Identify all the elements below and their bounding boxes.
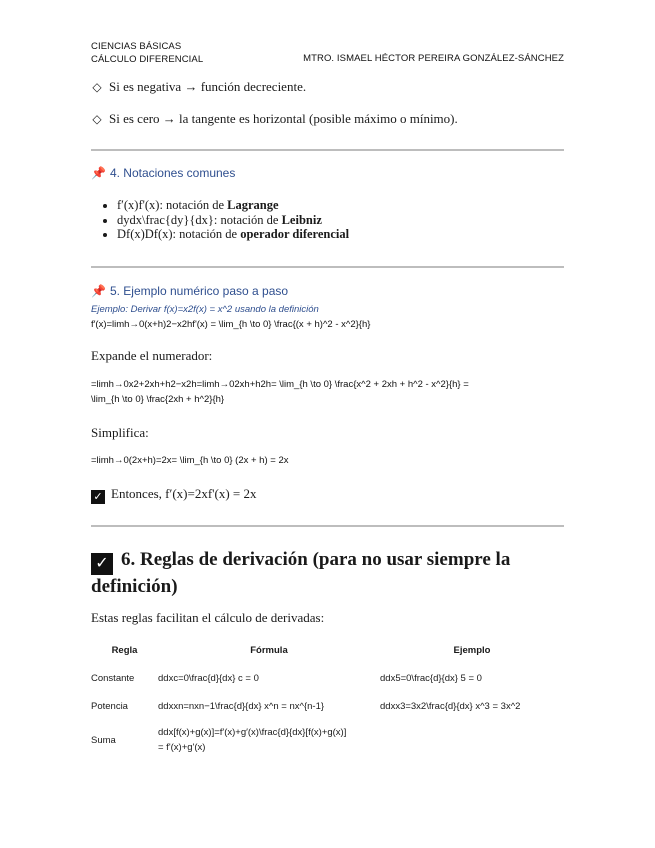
header-author: MTRO. ISMAEL HÉCTOR PEREIRA GONZÁLEZ-SÁNCHEZ (303, 53, 564, 64)
check-icon: ✓ (91, 553, 113, 575)
divider (91, 149, 564, 151)
rules-table (91, 636, 564, 760)
intro-cero: ◇ Si es cero → la tangente es horizontal (posible máximo o mínimo). (92, 111, 458, 126)
cell-ejemplo: ddx5=0\frac{d}{dx} 5 = 0 (380, 672, 482, 684)
divider (91, 525, 564, 527)
section-5-heading: 📌 5. Ejemplo numérico paso a paso (91, 284, 289, 298)
header-line-2: CÁLCULO DIFERENCIAL (91, 54, 204, 65)
section-6-heading: ✓ 6. Reglas de derivación (para no usar siempre la definición) (91, 549, 511, 597)
section-4-heading: 📌 4. Notaciones comunes (91, 166, 236, 180)
check-icon: ✓ (91, 490, 105, 504)
section-6-intro: Estas reglas facilitan el cálculo de derivadas: (91, 610, 325, 625)
table-header-row (91, 636, 564, 664)
text-simplifica: Simplifica: (91, 425, 149, 440)
formula-simplify: =lim⁡h→0(2x+h)=2x= \lim_{h \to 0} (2x + h) = 2x (91, 455, 289, 466)
cell-regla: Suma (91, 734, 116, 746)
formula-expand-2: \lim_{h \to 0} \frac{2xh + h^2}{h} (91, 394, 225, 405)
formula-line-1: ddx[f(x)+g(x)]=f′(x)+g′(x)\frac{d}{dx}[f(x)+g(x)] (158, 727, 347, 738)
formula-expand-1: =lim⁡h→0x2+2xh+h2−x2h=lim⁡h→02xh+h2h= \lim_{h \to 0} \frac{x^2 + 2xh + h^2 - x^2}{h} = (91, 379, 469, 390)
cell-ejemplo (380, 720, 564, 760)
diamond-icon: ◇ (92, 80, 102, 94)
pushpin-icon: 📌 (91, 284, 106, 298)
header-course (91, 40, 203, 66)
cell-formula: ddxxn=nxn−1\frac{d}{dx} x^n = nx^{n-1} (158, 700, 325, 712)
pushpin-icon: 📌 (91, 166, 106, 180)
table-row (91, 692, 564, 720)
cell-formula (158, 720, 380, 760)
formula-definition: f′(x)=lim⁡h→0(x+h)2−x2hf'(x) = \lim_{h \to 0} \frac{(x + h)^2 - x^2}{h} (91, 319, 371, 330)
cell-ejemplo: ddxx3=3x2\frac{d}{dx} x^3 = 3x^2 (380, 700, 521, 712)
example-subtitle: Ejemplo: Derivar f(x)=x2f(x) = x^2 usando la definición (91, 304, 319, 315)
table-row (91, 664, 564, 692)
table-row (91, 720, 564, 760)
header-line-1: CIENCIAS BÁSICAS (91, 41, 182, 52)
diamond-icon: ◇ (92, 112, 102, 126)
divider (91, 266, 564, 268)
intro-negativa: ◇ Si es negativa → función decreciente. (92, 79, 307, 94)
conclusion: ✓ Entonces, f′(x)=2xf'(x) = 2x (91, 486, 256, 504)
list-item: • Df(x)Df(x): notación de operador diferencial (117, 227, 349, 242)
formula-line-2: = f'(x)+g'(x) (158, 742, 206, 753)
text-expande: Expande el numerador: (91, 348, 213, 363)
notation-list (105, 198, 349, 242)
column-header-ejemplo: Ejemplo (453, 644, 491, 656)
column-header-formula: Fórmula (250, 644, 288, 656)
column-header-regla: Regla (111, 644, 138, 656)
cell-regla: Potencia (91, 700, 128, 712)
cell-regla: Constante (91, 672, 135, 684)
list-item: • dydx\frac{dy}{dx}: notación de Leibniz (117, 213, 349, 228)
cell-formula: ddxc=0\frac{d}{dx} c = 0 (158, 672, 259, 684)
list-item: • f′(x)f'(x): notación de Lagrange (117, 198, 349, 213)
